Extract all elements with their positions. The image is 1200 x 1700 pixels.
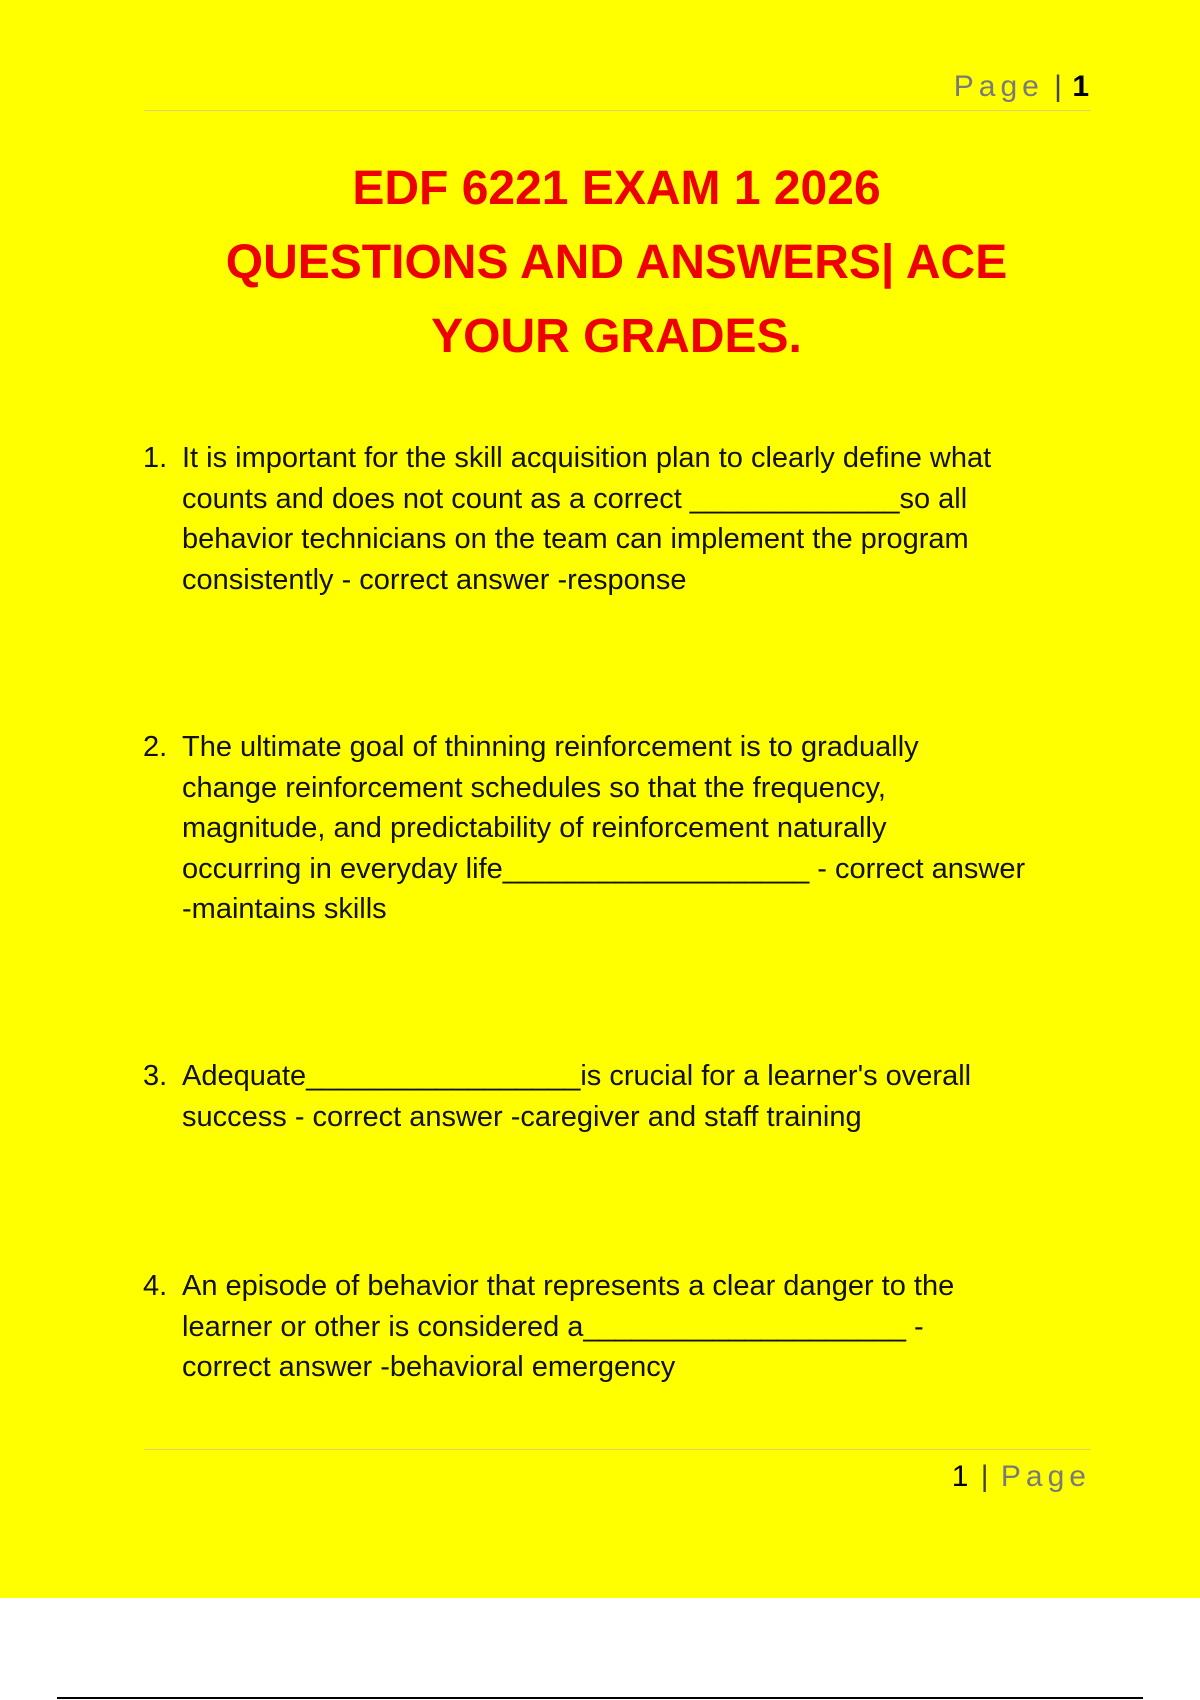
footer-page-number: 1 <box>951 1460 969 1493</box>
footer-page-word: Page <box>1000 1460 1091 1493</box>
question-line: occurring in everyday life___________________ - correct answer <box>182 852 1026 885</box>
question-line: behavior technicians on the team can implement the program <box>182 523 969 555</box>
question-line: The ultimate goal of thinning reinforcement is to gradually <box>182 731 919 763</box>
question-number: 2. <box>143 731 168 763</box>
question-number: 3. <box>143 1060 168 1092</box>
question-item-1 <box>143 438 1093 600</box>
question-line: success - correct answer -caregiver and staff training <box>182 1100 862 1133</box>
title-line-1: EDF 6221 EXAM 1 2026 <box>352 162 881 215</box>
header-page-word: Page <box>953 70 1044 103</box>
question-number: 1. <box>143 442 168 474</box>
question-line: correct answer -behavioral emergency <box>182 1351 676 1383</box>
question-line: consistently - correct answer -response <box>182 563 687 596</box>
question-line: It is important for the skill acquisition plan to clearly define what <box>182 442 992 474</box>
question-text <box>182 1056 1093 1137</box>
question-item-4 <box>143 1266 1093 1388</box>
question-text <box>182 1266 1093 1388</box>
question-number: 4. <box>143 1270 168 1302</box>
header-page-number: 1 <box>1072 70 1089 103</box>
question-line: Adequate_________________is crucial for a learner's overall <box>182 1060 972 1092</box>
title-line-2: QUESTIONS AND ANSWERS| ACE <box>225 236 1008 289</box>
question-text <box>182 727 1093 930</box>
bottom-divider <box>57 1697 1143 1699</box>
question-line: -maintains skills <box>182 893 387 925</box>
question-text <box>182 438 1093 600</box>
question-item-2 <box>143 727 1093 930</box>
question-item-3 <box>143 1056 1093 1137</box>
header-separator: | <box>1054 70 1062 103</box>
page-header <box>144 70 1091 111</box>
document-title <box>100 152 1133 374</box>
page-footer <box>144 1449 1091 1494</box>
footer-separator: | <box>980 1460 989 1493</box>
title-line-3: YOUR GRADES. <box>431 310 802 363</box>
question-line: magnitude, and predictability of reinforcement naturally <box>182 812 887 844</box>
question-line: counts and does not count as a correct _____________so all <box>182 482 968 515</box>
question-line: change reinforcement schedules so that the frequency, <box>182 771 886 804</box>
question-line: An episode of behavior that represents a clear danger to the <box>182 1270 955 1302</box>
question-line: learner or other is considered a____________________ - <box>182 1310 924 1343</box>
